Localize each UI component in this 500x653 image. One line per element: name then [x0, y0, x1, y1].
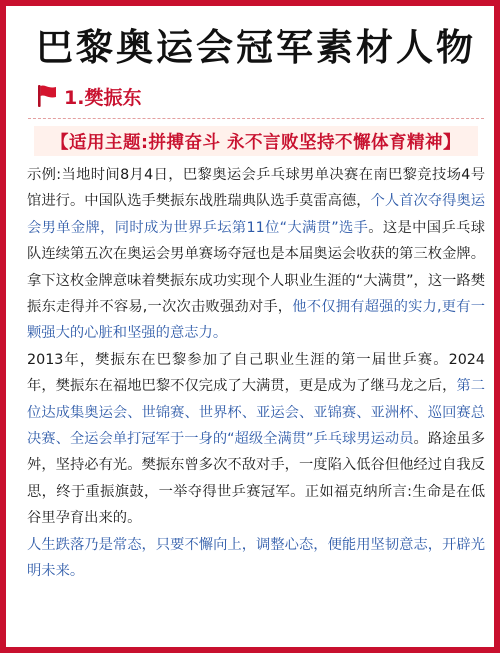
p1-text-a: 示例:当地时间8月4日，巴黎奥运会乒乓球男单决赛在南巴黎竞技场4号馆进行。中国队选手樊振东战胜瑞典队选手莫雷高德，: [27, 167, 485, 210]
paragraph-1: [27, 162, 485, 347]
paragraph-2: [27, 347, 485, 532]
p1-highlight-a: 个人首次夺得奥运会男单金牌，同时成为世界乒坛第11位“大满贯”选手: [27, 193, 486, 236]
section-title: 1.樊振东: [64, 86, 142, 109]
paragraph-3: 人生跌落乃是常态，只要不懈向上，调整心态，便能用坚韧意志，开辟光明未来。: [27, 536, 485, 580]
theme-banner: 【适用主题:拼搏奋斗 永不言败坚持不懈体育精神】: [34, 126, 478, 156]
p2-highlight: 第二位达成集奥运会、世锦赛、世界杯、亚运会、亚锦赛、亚洲杯、巡回赛总决赛、全运会单打冠军于一身的“超级全满贯”乒乓球男运动员: [27, 378, 486, 448]
p1-highlight-b: 他不仅拥有超强的实力,更有一颗强大的心脏和坚强的意志力。: [27, 299, 486, 342]
p1-text-b: 。这是中国乒乓球队连续第五次在奥运会男单赛场夺冠也是本届奥运会收获的第三枚金牌。拿下这枚金牌意味着樊振东成功实现个人职业生涯的“大满贯”，这一路樊振东走得并不容易,一次次击败强劲对手，: [27, 219, 486, 316]
page-title: 巴黎奥运会冠军素材人物: [36, 26, 476, 69]
section-header: [36, 82, 141, 110]
red-flag-icon: [36, 84, 58, 108]
article-body: [27, 162, 485, 585]
p2-text-b: 。路途虽多舛，坚持必有光。樊振东曾多次不敌对手，一度陷入低谷但他经过自我反思，终于重振旗鼓，一举夺得世乒赛冠军。正如福克纳所言:生命是在低谷里孕育出来的。: [27, 431, 486, 527]
p2-text-a: 2013年，樊振东在巴黎参加了自己职业生涯的第一届世乒赛。2024年，樊振东在福地巴黎不仅完成了大满贯，更是成为了继马龙之后，: [27, 351, 485, 395]
section-divider: [28, 118, 484, 119]
